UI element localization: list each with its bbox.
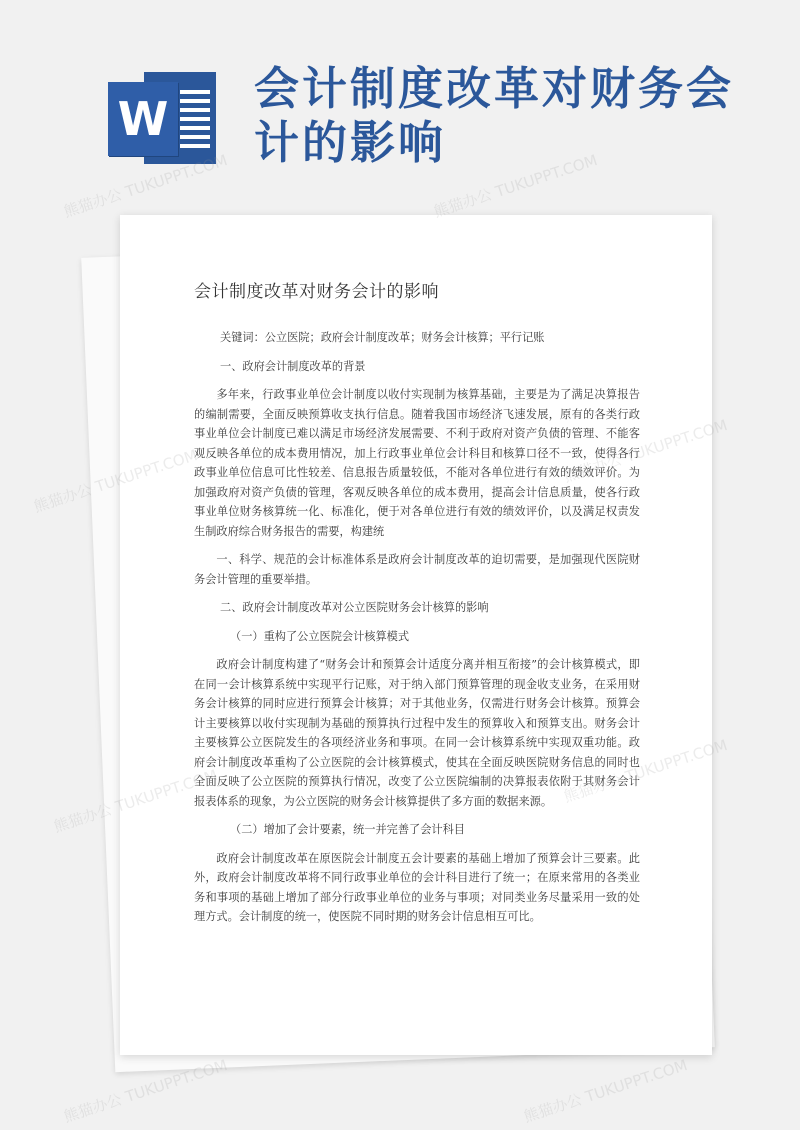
body-paragraph-2: 一、科学、规范的会计标准体系是政府会计制度改革的迫切需要，是加强现代医院财务会计管理的重要举措。 xyxy=(194,553,640,586)
watermark-5: 熊猫办公 xyxy=(51,800,115,836)
section-heading-2: 二、政府会计制度改革对公立医院财务会计核算的影响 xyxy=(220,601,489,614)
document-title: 会计制度改革对财务会计的影响 xyxy=(194,282,439,302)
watermark-1: 熊猫办公 TUKUPPT.COM xyxy=(61,151,230,221)
section-heading-1: 一、政府会计制度改革的背景 xyxy=(220,359,366,373)
word-logo-letter: W xyxy=(108,82,178,156)
watermark-8: 熊猫办公 TUKUPPT.COM xyxy=(521,1056,690,1126)
body-paragraph-1: 多年来，行政事业单位会计制度以收付实现制为核算基础，主要是为了满足决算报告的编制需要，全面反映预算收支执行信息。随着我国市场经济飞速发展，原有的各类行政事业单位会计制度已难以满足市场经济发展需要、不利于政府对资产负债的管理、不能客观反映各单位的成本费用情况，加上行政事业单位会计科目和核算口径不一致，使得各行政事业单位信息可比性较差、信息报告质量较低，不能对各单位进行有效的绩效评价。为加强政府对资产负债的管理，客观反映各单位的成本费用，提高会计信息质量，使各行政事业单位财务核算统一化、标准化，便于对各单位进行有效的绩效评价，以及满足权责发生制政府综合财务报告的需要，构建统 xyxy=(194,388,640,538)
subsection-heading-2: （二）增加了会计要素，统一并完善了会计科目 xyxy=(230,823,465,836)
watermark-3: 熊猫办公 xyxy=(31,480,95,516)
document-page xyxy=(120,215,712,1055)
body-paragraph-3: 政府会计制度构建了“财务会计和预算会计适度分离并相互衔接”的会计核算模式，即在同一会计核算系统中实现平行记账，对于纳入部门预算管理的现金收支业务，在采用财务会计核算的同时应进行预算会计核算；对于其他业务，仅需进行财务会计核算。预算会计主要核算以收付实现制为基础的预算执行过程中发生的预算收入和预算支出。财务会计主要核算公立医院发生的各项经济业务和事项。在同一会计核算系统中实现双重功能。政府会计制度改革重构了公立医院的会计核算模式，使其在全面反映医院财务信息的同时也全面反映了公立医院的预算执行情况，改变了公立医院编制的决算报表依附于其财务会计报表体系的现象，为公立医院的财务会计核算提供了多方面的数据来源。 xyxy=(194,658,640,808)
watermark-7: 熊猫办公 TUKUPPT.COM xyxy=(61,1056,230,1126)
page-title: 会计制度改革对财务会计的影响 xyxy=(254,62,735,169)
word-logo xyxy=(108,72,218,164)
body-paragraph-4: 政府会计制度改革在原医院会计制度五会计要素的基础上增加了预算会计三要素。此外，政府会计制度改革将不同行政事业单位的会计科目进行了统一；在原来常用的各类业务和事项的基础上增加了部分行政事业单位的业务与事项；对同类业务尽量采用一致的处理方式。会计制度的统一，使医院不同时期的财务会计信息相互可比。 xyxy=(194,851,640,923)
subsection-heading-1: （一）重构了公立医院会计核算模式 xyxy=(230,629,410,643)
watermark-2: 熊猫办公 TUKUPPT.COM xyxy=(431,151,600,221)
text-lines-icon xyxy=(180,90,210,153)
keywords-line: 关键词：公立医院；政府会计制度改革；财务会计核算；平行记账 xyxy=(220,331,545,344)
